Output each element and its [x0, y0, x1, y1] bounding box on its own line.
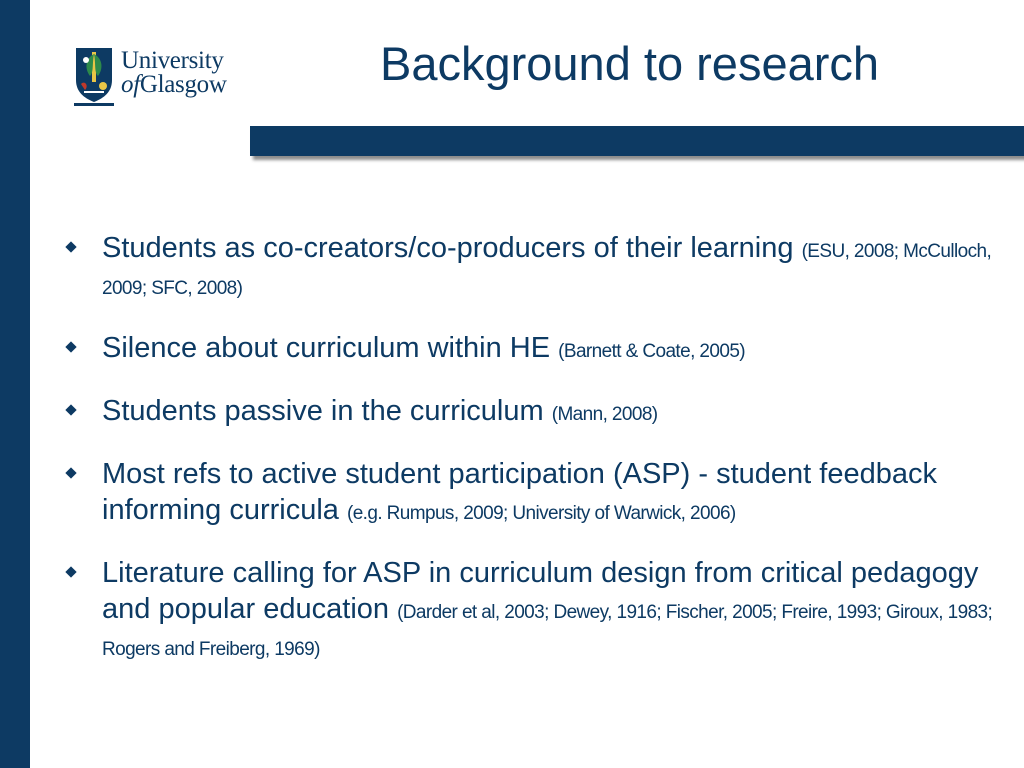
bullet-text: Silence about curriculum within HE — [102, 332, 551, 364]
bullet-item — [66, 393, 1016, 430]
bullet-reference: (Darder et al, 2003; Dewey, 1916; Fischer, 2005; Freire, 1993; Giroux, 1983; Rogers and Freiberg, 1969) — [102, 602, 993, 660]
university-logo — [74, 46, 254, 108]
logo-of-text: of — [121, 71, 140, 98]
diamond-bullet-icon — [65, 467, 76, 478]
bullet-item — [66, 230, 1016, 304]
diamond-bullet-icon — [65, 566, 76, 577]
left-accent-bar — [0, 0, 30, 768]
diamond-bullet-icon — [65, 404, 76, 415]
bullet-reference: (Barnett & Coate, 2005) — [558, 341, 746, 362]
slide-title: Background to research — [380, 37, 880, 90]
bullet-list — [66, 230, 1016, 691]
bullet-item — [66, 555, 1016, 665]
bullet-text: Students passive in the curriculum — [102, 395, 544, 427]
university-crest-icon — [74, 46, 114, 106]
bullet-text: Literature calling for ASP in curriculum design from critical pedagogy and popular education — [102, 557, 979, 625]
diamond-bullet-icon — [65, 341, 76, 352]
bullet-item — [66, 330, 1016, 367]
logo-glasgow-text: Glasgow — [139, 71, 227, 98]
title-underline-bar — [250, 126, 1024, 156]
bullet-reference: (ESU, 2008; McCulloch, 2009; SFC, 2008) — [102, 241, 992, 299]
bullet-text: Most refs to active student participation (ASP) - student feedback informing curricula — [102, 458, 937, 526]
diamond-bullet-icon — [65, 241, 76, 252]
bullet-text: Students as co-creators/co-producers of their learning — [102, 232, 794, 264]
bullet-reference: (Mann, 2008) — [551, 404, 658, 425]
bullet-item — [66, 456, 1016, 529]
bullet-reference: (e.g. Rumpus, 2009; University of Warwick, 2006) — [346, 503, 736, 524]
logo-university-text: University — [121, 47, 224, 74]
